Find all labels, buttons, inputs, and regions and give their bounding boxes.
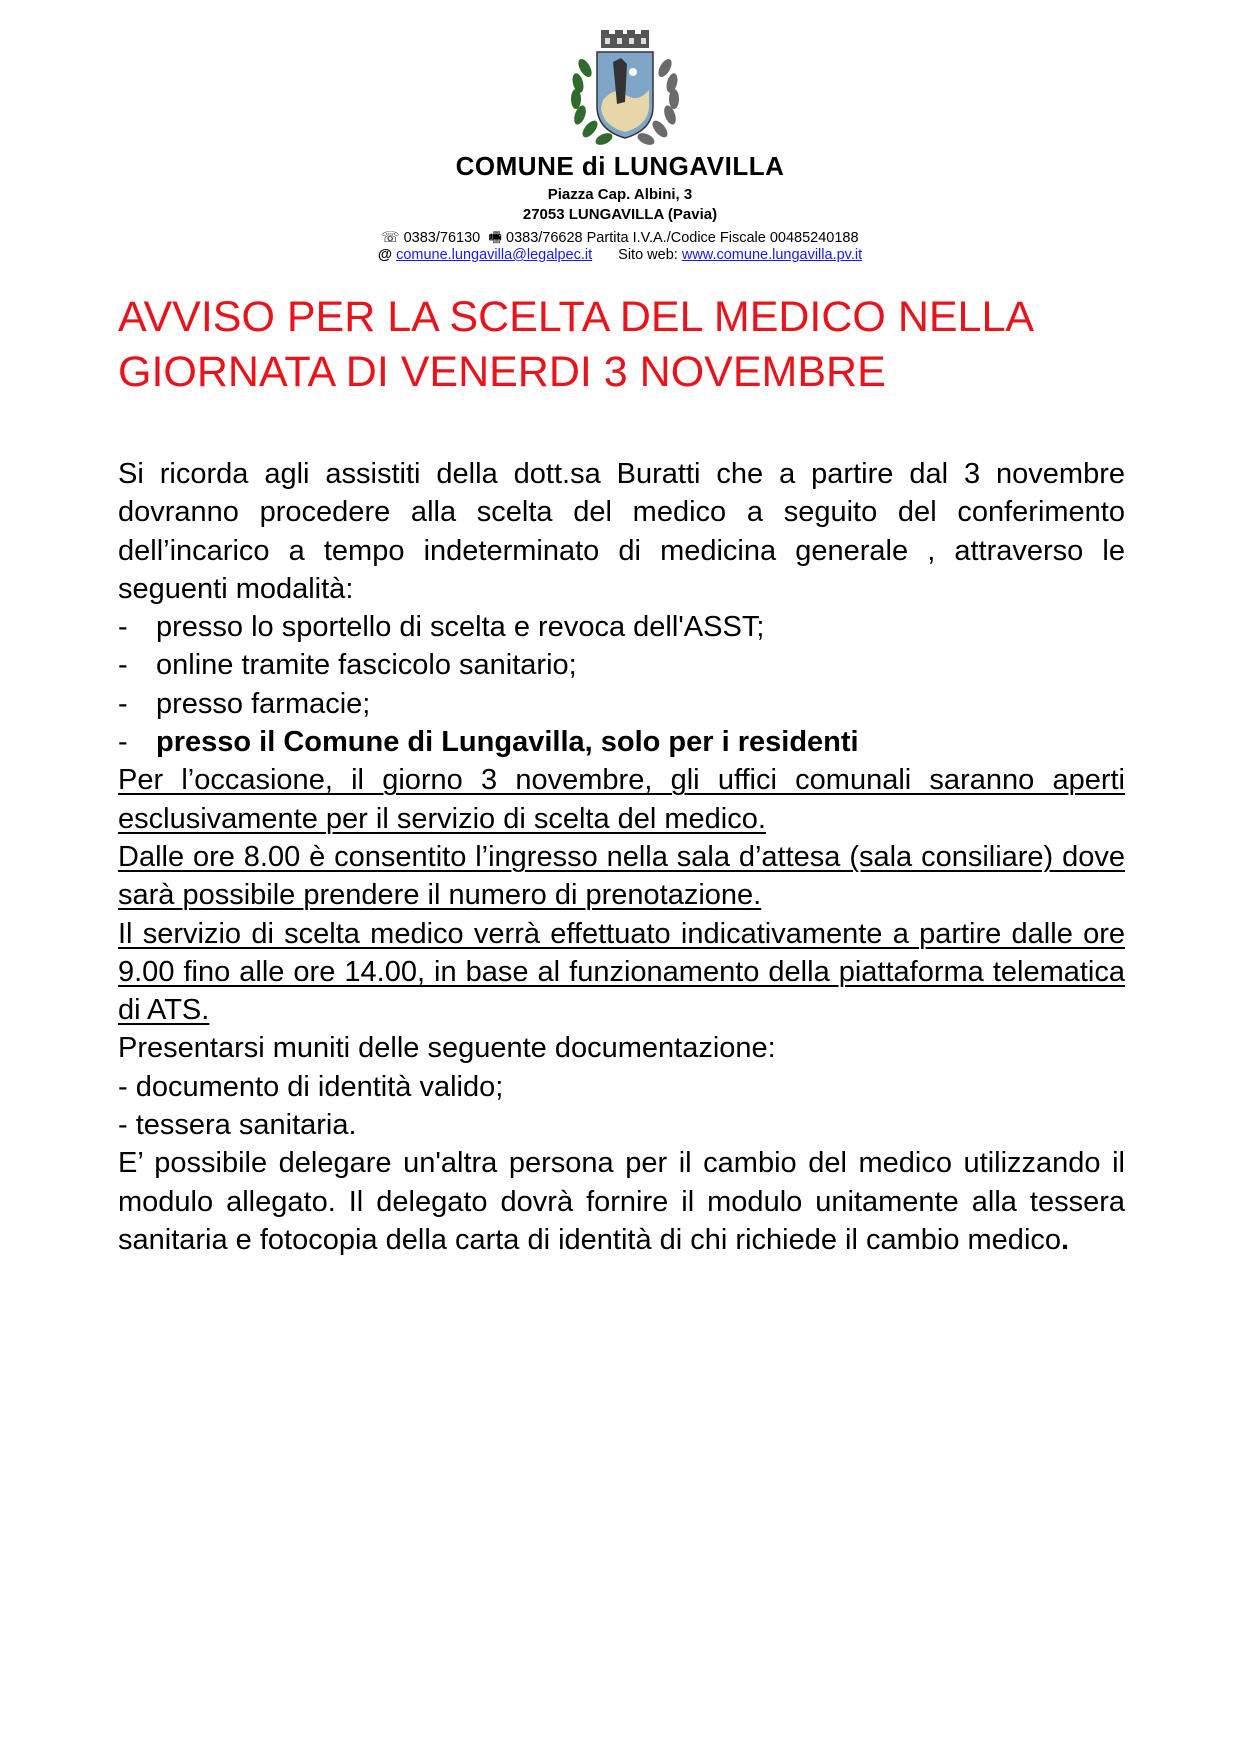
website-link[interactable]: www.comune.lungavilla.pv.it <box>681 247 863 263</box>
list-dash: - <box>118 726 128 759</box>
waiting-room-paragraph: Dalle ore 8.00 è consentito l’ingresso nella sala d’attesa (sala consiliare) dove sarà possibile prendere il numero di prenotazione. <box>118 840 1125 912</box>
delegation-paragraph <box>118 1144 1125 1259</box>
delegation-text: E’ possibile delegare un'altra persona per il cambio del medico utilizzando il modulo allegato. Il delegato dovrà fornire il modulo unitamente alla tessera sanitaria e fotocopia della carta di identità di chi richiede il cambio medico <box>118 1147 1125 1256</box>
fax-icon: 🖷 <box>488 230 502 246</box>
vat-code: Partita I.V.A./Codice Fiscale 00485240188 <box>586 230 859 246</box>
list-item <box>118 685 1125 723</box>
list-dash: - <box>118 649 128 682</box>
list-item <box>118 646 1125 684</box>
address-city: 27053 LUNGAVILLA (Pavia) <box>522 206 718 223</box>
phone-icon: ☏ <box>381 230 400 246</box>
email-link[interactable]: comune.lungavilla@legalpec.it <box>396 247 593 263</box>
list-dash: - <box>118 687 128 720</box>
address-street: Piazza Cap. Albini, 3 <box>547 186 693 203</box>
intro-paragraph: Si ricorda agli assistiti della dott.sa Buratti che a partire dal 3 novembre dovranno procedere alla scelta del medico a seguito del conferimento dell’incarico a tempo indeterminato di medicina generale , attraverso le seguenti modalità: <box>118 458 1125 605</box>
service-hours-paragraph: Il servizio di scelta medico verrà effettuato indicativamente a partire dalle ore 9.00 fino alle ore 14.00, in base al funzionamento della piattaforma telematica di ATS. <box>118 917 1125 1027</box>
list-item-text: presso farmacie; <box>156 687 371 720</box>
website-label: Sito web: <box>618 247 678 263</box>
comune-crest-icon <box>563 28 687 152</box>
list-dash: - <box>118 611 128 644</box>
document-item: - documento di identità valido; <box>118 1070 504 1103</box>
email-icon: @ <box>377 247 393 263</box>
notice-title-line-1: AVVISO PER LA SCELTA DEL MEDICO NELLA <box>118 293 1035 341</box>
web-line <box>0 247 1240 263</box>
list-item <box>118 723 1125 761</box>
delegation-period: . <box>1061 1223 1070 1256</box>
office-hours-paragraph: Per l’occasione, il giorno 3 novembre, gli uffici comunali saranno aperti esclusivamente per il servizio di scelta del medico. <box>118 764 1125 835</box>
notice-title-line-2: GIORNATA DI VENERDI 3 NOVEMBRE <box>118 348 886 396</box>
list-item-text: presso il Comune di Lungavilla, solo per i residenti <box>156 726 859 759</box>
documents-intro: Presentarsi muniti delle seguente documentazione: <box>118 1032 776 1065</box>
notice-body <box>118 455 1125 1259</box>
fax-number: 0383/76628 <box>506 230 583 246</box>
list-item-text: presso lo sportello di scelta e revoca dell'ASST; <box>156 611 765 644</box>
comune-name: COMUNE di LUNGAVILLA <box>455 151 785 181</box>
list-item-text: online tramite fascicolo sanitario; <box>156 649 577 682</box>
list-item <box>118 608 1125 646</box>
notice-title <box>118 290 1138 400</box>
document-item: - tessera sanitaria. <box>118 1109 357 1142</box>
phone-number: 0383/76130 <box>403 230 481 246</box>
